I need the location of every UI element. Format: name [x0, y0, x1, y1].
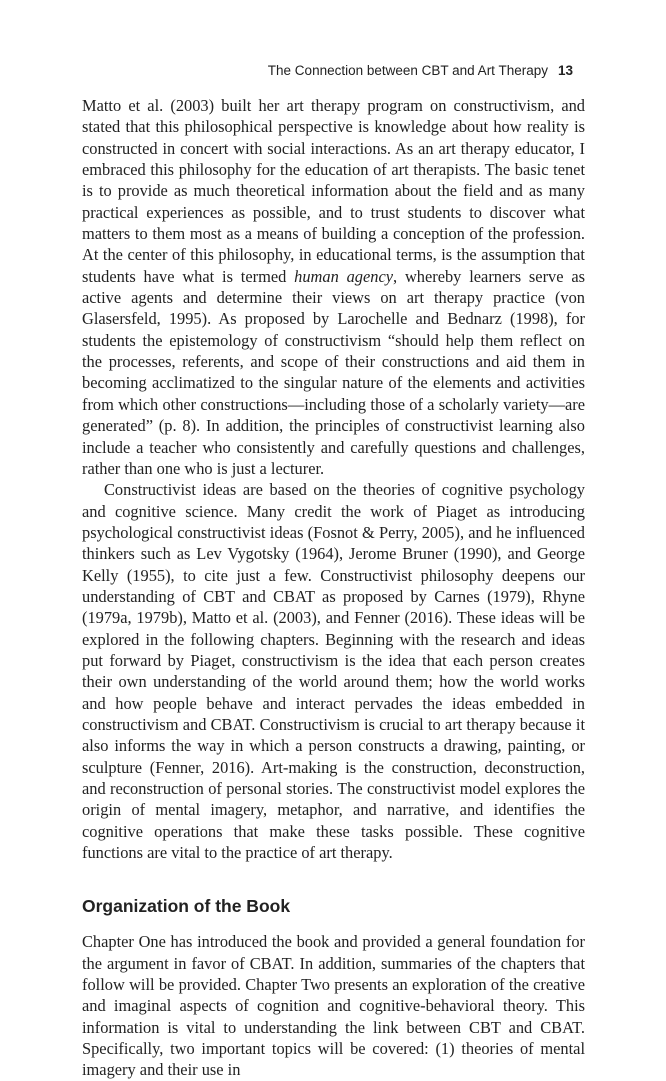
emphasized-term: human agency — [294, 266, 394, 286]
paragraph-text: Matto et al. (2003) built her art therapy program on constructivism, and stated that this philosophical perspective is knowledge about how reality is constructed in concert with social interactions. As an art therapy educator, I embraced this philosophy for the education of art therapists. The basic tenet is to provide as much theoretical information about the field and as many practical experiences as possible, and to trust students to discover what matters to them most as a means of building a conception of the profession. At the center of this philosophy, in educational terms, is the assumption that students have what is termed — [82, 96, 585, 286]
section-heading: Organization of the Book — [82, 896, 291, 917]
running-head — [268, 63, 573, 78]
running-title: The Connection between CBT and Art Therapy — [267, 63, 548, 78]
body-text — [82, 95, 585, 1081]
paragraph-text: , whereby learners serve as active agents and determine their views on art therapy practice (von Glasersfeld, 1995). As proposed by Larochelle and Bednarz (1998), for students the epistemology of constructivism “should help them reflect on the processes, referents, and scope of their constructions and aid them in becoming acclimatized to the singular nature of the elements and activities from which other constructions—including those of a scholarly variety—are generated” (p. 8). In addition, the principles of constructivist learning also include a teacher who consistently and carefully questions and challenges, rather than one who is just a lecturer. — [82, 266, 585, 478]
paragraph-constructivism-program — [82, 95, 585, 479]
paragraph-constructivist-ideas: Constructivist ideas are based on the theories of cognitive psychology and cognitive science. Many credit the work of Piaget as introducing psychological constructivist ideas (Fosnot & Perry, 2005), and he influenced thinkers such as Lev Vygotsky (1964), Jerome Bruner (1990), and George Kelly (1955), to cite just a few. Constructivist philosophy deepens our understanding of CBT and CBAT as proposed by Carnes (1979), Rhyne (1979a, 1979b), Matto et al. (2003), and Fenner (2016). These ideas will be explored in the following chapters. Beginning with the research and ideas put forward by Piaget, constructivism is the idea that each person creates their own understanding of the world around them; how the world works and how people behave and interact pervades the ideas embedded in constructivism and CBAT. Constructivism is crucial to art therapy because it also informs the way in which a person constructs a drawing, painting, or sculpture (Fenner, 2016). Art-making is the construction, deconstruction, and reconstruction of personal stories. The constructivist model explores the origin of mental imagery, metaphor, and narrative, and identifies the cognitive operations that make these tasks possible. These cognitive functions are vital to the practice of art therapy. — [82, 480, 585, 863]
page-number: 13 — [557, 63, 573, 78]
paragraph-organization: Chapter One has introduced the book and provided a general foundation for the argument in favor of CBAT. In addition, summaries of the chapters that follow will be provided. Chapter Two presents an exploration of the creative and imaginal aspects of cognition and cognitive-behavioral theory. This information is vital to understanding the link between CBT and CBAT. Specifically, two important topics will be covered: (1) theories of mental imagery and their use in — [82, 932, 585, 1080]
